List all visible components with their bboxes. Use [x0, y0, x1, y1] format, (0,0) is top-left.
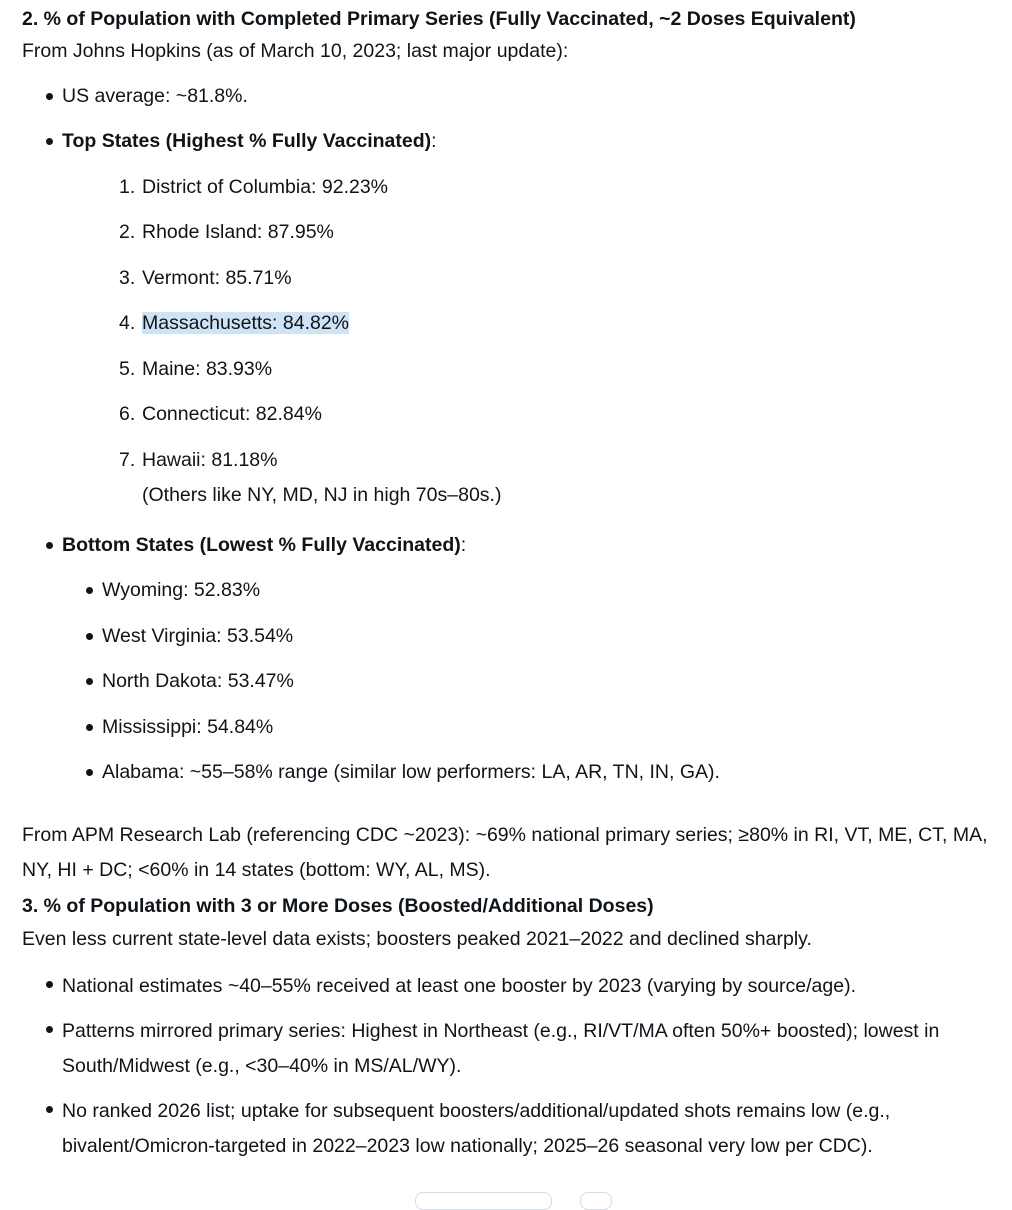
top-states-item	[22, 126, 1007, 510]
bottom-icon-button-partial[interactable]	[580, 1192, 612, 1210]
list-item: Wyoming: 52.83%	[22, 575, 1007, 605]
list-item: 2. Rhode Island: 87.95%	[119, 221, 334, 243]
list-item: 3. Vermont: 85.71%	[119, 266, 292, 289]
article-body	[22, 6, 1007, 1164]
list-item: No ranked 2026 list; uptake for subsequent boosters/additional/updated shots remains low (e.g., bivalent/Omicron-targeted in 2022–2023 low nationally; 2025–26 seasonal very low per CDC).	[22, 1094, 1007, 1164]
bottom-button-partial[interactable]	[415, 1192, 552, 1210]
bottom-states-item	[22, 530, 1007, 788]
list-item: Mississippi: 54.84%	[22, 712, 1007, 742]
list-item: North Dakota: 53.47%	[22, 666, 1007, 696]
others-note: (Others like NY, MD, NJ in high 70s–80s.)	[142, 483, 502, 506]
section-2-intro: From Johns Hopkins (as of March 10, 2023; last major update):	[22, 40, 569, 62]
list-item: Alabama: ~55–58% range (similar low performers: LA, AR, TN, IN, GA).	[22, 757, 1007, 787]
us-average-text: US average: ~81.8%.	[62, 85, 248, 107]
us-average-item	[22, 81, 1007, 111]
top-states-list	[62, 172, 1007, 510]
section-3-list	[22, 969, 1007, 1164]
bottom-states-list	[22, 575, 1007, 787]
apm-paragraph: From APM Research Lab (referencing CDC ~2023): ~69% national primary series; ≥80% in RI, VT, ME, CT, MA, NY, HI + DC; <60% in 14 states (bottom: WY, AL, MS).	[22, 824, 988, 881]
section-2-list	[22, 81, 1007, 787]
list-item: 5. Maine: 83.93%	[119, 357, 273, 380]
list-item: National estimates ~40–55% received at least one booster by 2023 (varying by source/age).	[22, 969, 1007, 1004]
selected-text[interactable]: Massachusetts: 84.82%	[142, 312, 350, 334]
bottom-states-label: Bottom States (Lowest % Fully Vaccinated):	[62, 533, 467, 556]
section-2-heading: 2. % of Population with Completed Primary Series (Fully Vaccinated, ~2 Doses Equivalent)	[22, 8, 856, 30]
section-3-intro: Even less current state-level data exists; boosters peaked 2021–2022 and declined sharply.	[22, 928, 812, 950]
list-item: West Virginia: 53.54%	[22, 621, 1007, 651]
top-states-label: Top States (Highest % Fully Vaccinated):	[62, 130, 437, 152]
list-item: 6. Connecticut: 82.84%	[119, 403, 322, 425]
section-3-heading: 3. % of Population with 3 or More Doses (Boosted/Additional Doses)	[22, 895, 654, 917]
list-item-highlighted: 4. Massachusetts: 84.82%	[119, 312, 350, 334]
list-item: 1. District of Columbia: 92.23%	[119, 175, 389, 198]
list-item: Patterns mirrored primary series: Highest in Northeast (e.g., RI/VT/MA often 50%+ boosted); lowest in South/Midwest (e.g., <30–40% in MS/AL/WY).	[22, 1014, 1007, 1084]
list-item: 7. Hawaii: 81.18% (Others like NY, MD, NJ in high 70s–80s.)	[62, 445, 1007, 510]
